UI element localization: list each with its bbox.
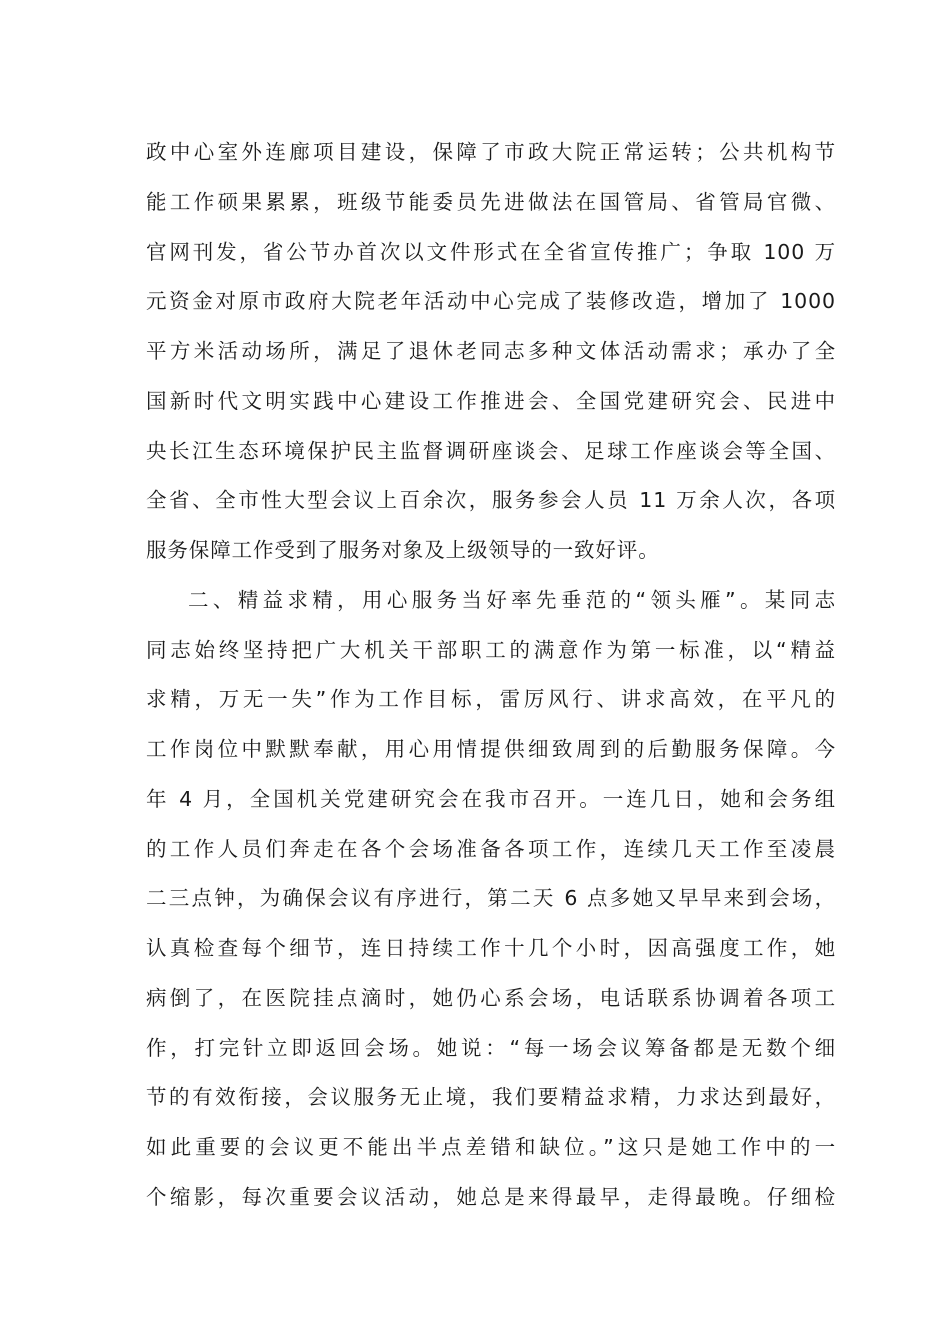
paragraph-line: 认真检查每个细节，连日持续工作十几个小时，因高强度工作，她 (146, 936, 836, 960)
paragraph-line: 元资金对原市政府大院老年活动中心完成了装修改造，增加了 1000 (146, 289, 836, 313)
paragraph-line: 节的有效衔接，会议服务无止境，我们要精益求精，力求达到最好， (146, 1085, 836, 1109)
paragraph-line: 求精，万无一失”作为工作目标，雷厉风行、讲求高效，在平凡的 (146, 687, 836, 711)
paragraph-line: 作，打完针立即返回会场。她说：“每一场会议筹备都是无数个细 (146, 1036, 836, 1060)
paragraph-line: 服务保障工作受到了服务对象及上级领导的一致好评。 (146, 538, 660, 562)
paragraph-line: 政中心室外连廊项目建设，保障了市政大院正常运转；公共机构节 (146, 140, 836, 164)
paragraph-line: 国新时代文明实践中心建设工作推进会、全国党建研究会、民进中 (146, 389, 836, 413)
paragraph-line: 能工作硕果累累，班级节能委员先进做法在国管局、省管局官微、 (146, 190, 836, 214)
paragraph-line: 同志始终坚持把广大机关干部职工的满意作为第一标准，以“精益 (146, 638, 836, 662)
section-heading-line: 二、精益求精，用心服务当好率先垂范的“领头雁”。某同志 (188, 588, 836, 612)
paragraph-line: 央长江生态环境保护民主监督调研座谈会、足球工作座谈会等全国、 (146, 439, 836, 463)
paragraph-line: 二三点钟，为确保会议有序进行，第二天 6 点多她又早早来到会场， (146, 886, 836, 910)
paragraph-line: 的工作人员们奔走在各个会场准备各项工作，连续几天工作至凌晨 (146, 837, 836, 861)
paragraph-line: 平方米活动场所，满足了退休老同志多种文体活动需求；承办了全 (146, 339, 836, 363)
paragraph-line: 年 4 月，全国机关党建研究会在我市召开。一连几日，她和会务组 (146, 787, 836, 811)
paragraph-line: 如此重要的会议更不能出半点差错和缺位。”这只是她工作中的一 (146, 1135, 836, 1159)
paragraph-line: 个缩影，每次重要会议活动，她总是来得最早，走得最晚。仔细检 (146, 1185, 836, 1209)
paragraph-line: 工作岗位中默默奉献，用心用情提供细致周到的后勤服务保障。今 (146, 737, 836, 761)
paragraph-line: 官网刊发，省公节办首次以文件形式在全省宣传推广；争取 100 万 (146, 240, 836, 264)
paragraph-line: 全省、全市性大型会议上百余次，服务参会人员 11 万余人次，各项 (146, 488, 836, 512)
paragraph-line: 病倒了，在医院挂点滴时，她仍心系会场，电话联系协调着各项工 (146, 986, 836, 1010)
